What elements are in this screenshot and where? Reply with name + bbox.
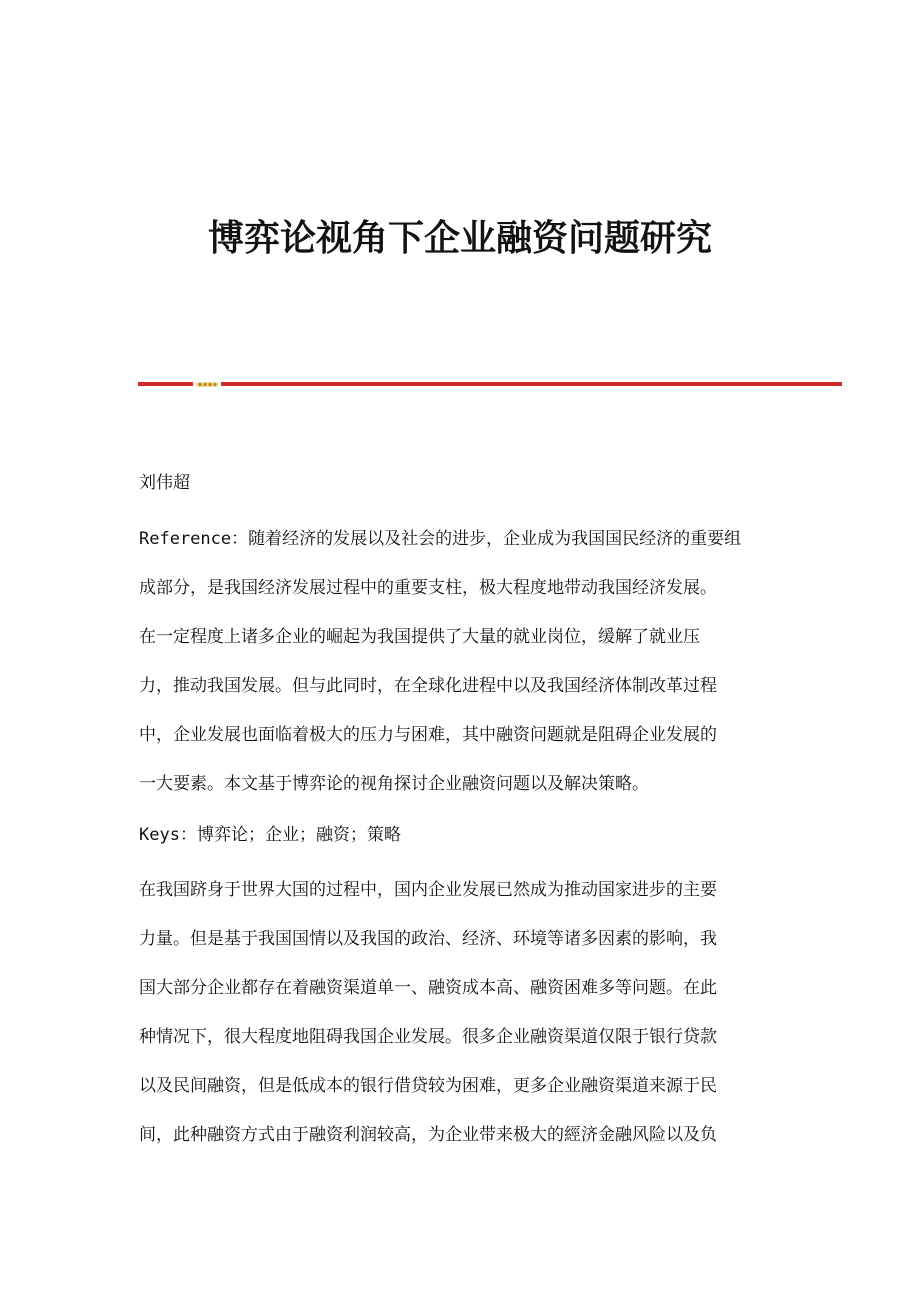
keywords-line: Keys：博弈论；企业；融资；策略 [139,825,401,845]
body-line: 在我国跻身于世界大国的过程中，国内企业发展已然成为推动国家进步的主要 [139,880,717,900]
divider-line-right [221,382,842,386]
abstract-line: 成部分，是我国经济发展过程中的重要支柱，极大程度地带动我国经济发展。 [139,578,717,598]
body-text [139,866,779,1160]
abstract-line: 力，推动我国发展。但与此同时，在全球化进程中以及我国经济体制改革过程 [139,676,717,696]
title-divider [138,379,842,391]
body-line: 间，此种融资方式由于融资利润较高，为企业带来极大的經济金融风险以及负 [139,1125,717,1145]
page-title: 博弈论视角下企业融资问题研究 [207,217,712,259]
abstract-line: 中，企业发展也面临着极大的压力与困难，其中融资问题就是阻碍企业发展的 [139,725,717,745]
divider-line-left [138,382,193,386]
body-line: 种情况下，很大程度地阻碍我国企业发展。很多企业融资渠道仅限于银行贷款 [139,1027,717,1047]
author-name: 刘伟超 [139,473,190,493]
abstract-line: Reference：随着经济的发展以及社会的进步，企业成为我国国民经济的重要组 [139,529,742,549]
abstract-line: 在一定程度上诸多企业的崛起为我国提供了大量的就业岗位，缓解了就业压 [139,627,700,647]
keywords [139,811,779,860]
body-line: 力量。但是基于我国国情以及我国的政治、经济、环境等诸多因素的影响，我 [139,929,717,949]
body-line: 国大部分企业都存在着融资渠道单一、融资成本高、融资困难多等问题。在此 [139,978,717,998]
abstract-line: 一大要素。本文基于博弈论的视角探讨企业融资问题以及解决策略。 [139,774,649,794]
divider-ornament-icon [196,381,218,388]
body-line: 以及民间融资，但是低成本的银行借贷较为困难，更多企业融资渠道来源于民 [139,1076,717,1096]
abstract [139,515,779,809]
